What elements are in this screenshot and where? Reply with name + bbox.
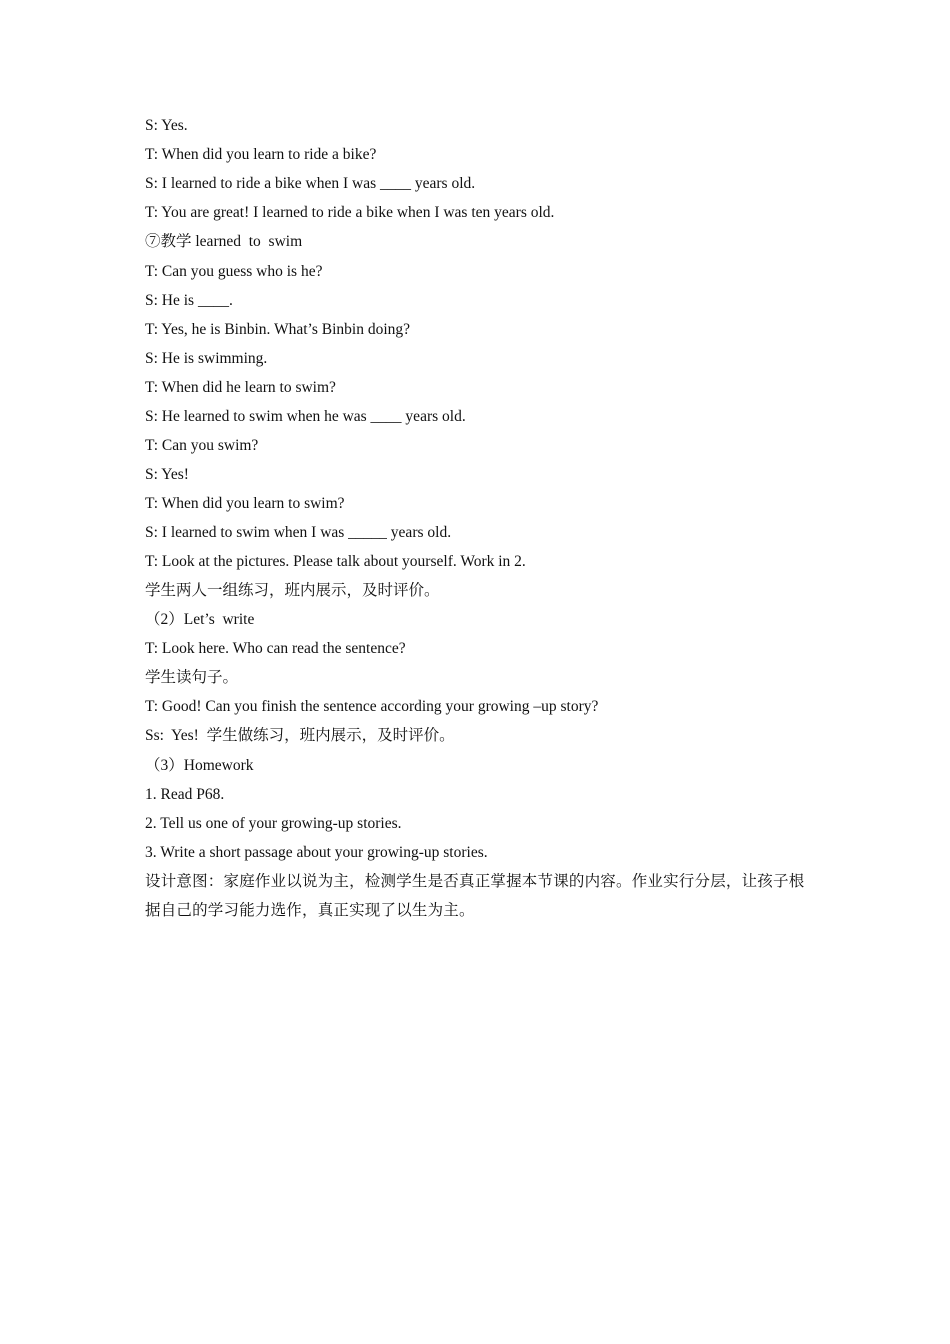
homework-item: 1. Read P68. — [145, 786, 225, 803]
dialogue-line: T: Can you swim? — [145, 437, 259, 454]
dialogue-line: T: Good! Can you finish the sentence according your growing –up story? — [145, 698, 599, 715]
dialogue-line: S: I learned to ride a bike when I was ____ years old. — [145, 175, 476, 192]
dialogue-line: T: Look here. Who can read the sentence? — [145, 640, 406, 657]
dialogue-line: T: When did you learn to swim? — [145, 495, 345, 512]
dialogue-line: T: Yes, he is Binbin. What’s Binbin doing? — [145, 321, 411, 338]
dialogue-line: S: I learned to swim when I was _____ years old. — [145, 524, 452, 541]
lesson-text — [145, 111, 805, 925]
dialogue-line: T: Can you guess who is he? — [145, 263, 323, 280]
activity-note: 学生两人一组练习，班内展示，及时评价。 — [145, 582, 440, 599]
section-heading: ⑦教学 learned to swim — [145, 233, 303, 250]
section-heading: （3）Homework — [145, 757, 254, 774]
dialogue-line: T: When did he learn to swim? — [145, 379, 336, 396]
design-intent-paragraph: 设计意图：家庭作业以说为主，检测学生是否真正掌握本节课的内容。作业实行分层，让孩子根据自己的学习能力选作，真正实现了以生为主。 — [145, 873, 805, 919]
dialogue-line: S: He is swimming. — [145, 350, 268, 367]
dialogue-line: T: Look at the pictures. Please talk about yourself. Work in 2. — [145, 553, 526, 570]
homework-item: 2. Tell us one of your growing-up stories. — [145, 815, 402, 832]
dialogue-line: S: Yes. — [145, 117, 188, 134]
dialogue-line: S: He is ____. — [145, 292, 233, 309]
dialogue-line: T: You are great! I learned to ride a bike when I was ten years old. — [145, 204, 555, 221]
section-heading: （2）Let’s write — [145, 611, 255, 628]
dialogue-line: T: When did you learn to ride a bike? — [145, 146, 377, 163]
activity-note: 学生读句子。 — [145, 669, 239, 686]
dialogue-line: Ss: Yes! 学生做练习，班内展示，及时评价。 — [145, 727, 455, 744]
dialogue-line: S: He learned to swim when he was ____ years old. — [145, 408, 466, 425]
homework-item: 3. Write a short passage about your growing-up stories. — [145, 844, 488, 861]
dialogue-line: S: Yes! — [145, 466, 189, 483]
